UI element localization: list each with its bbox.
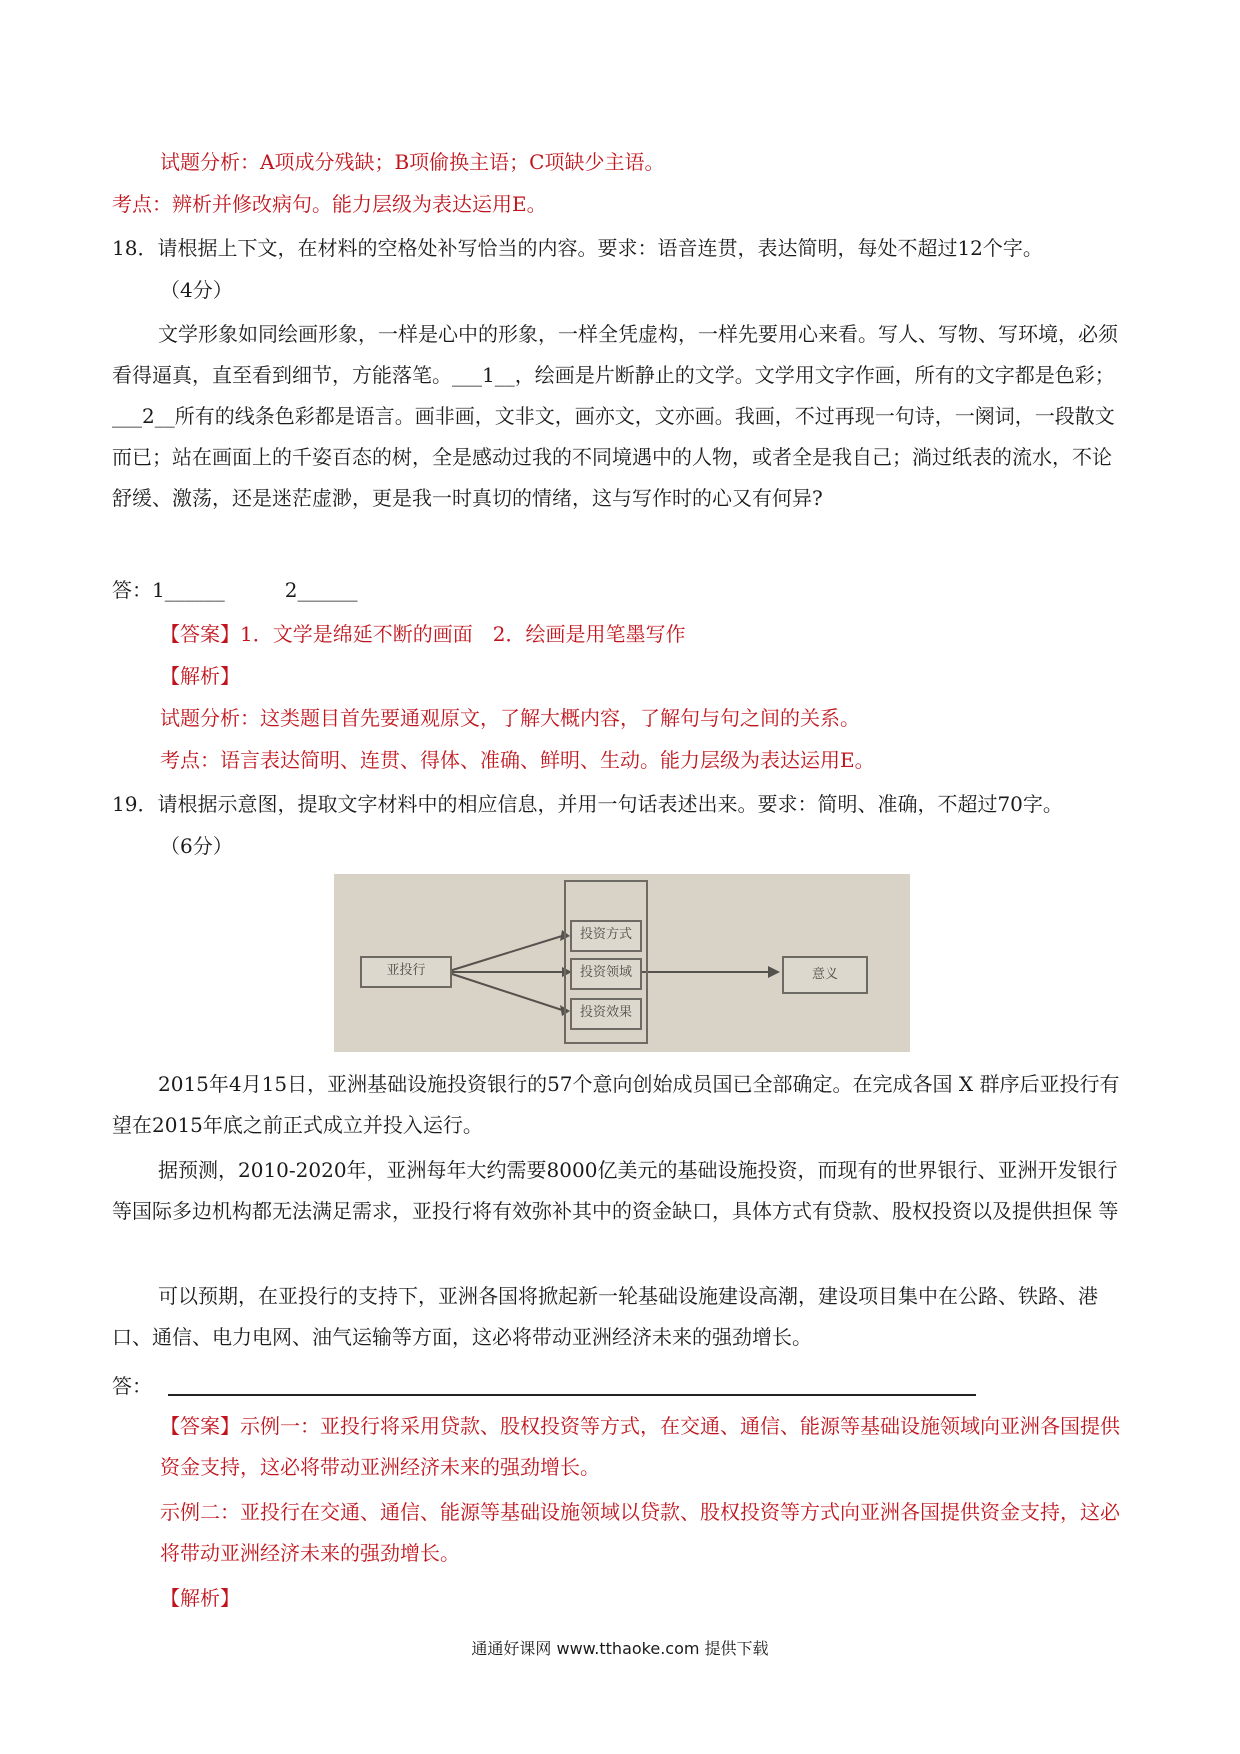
diagram-box-mid-1: 投资方式 xyxy=(570,920,642,952)
q19-answer-label: 答： xyxy=(112,1374,152,1398)
q19-question: 19．请根据示意图，提取文字材料中的相应信息，并用一句话表述出来。要求：简明、准确，不超过70字。 xyxy=(112,792,1063,816)
q19-answer1: 【答案】示例一：亚投行将采用贷款、股权投资等方式，在交通、通信、能源等基础设施领域向亚洲各国提供资金支持，这必将带动亚洲经济未来的强劲增长。 xyxy=(160,1414,1120,1479)
diagram-box-left: 亚投行 xyxy=(360,956,452,988)
q19-jiexi: 【解析】 xyxy=(160,1586,240,1610)
q19-answer2: 示例二：亚投行在交通、通信、能源等基础设施领域以贷款、股权投资等方式向亚洲各国提供资金支持，这必将带动亚洲经济未来的强劲增长。 xyxy=(160,1500,1120,1565)
q18-jiexi: 【解析】 xyxy=(160,664,240,688)
q17-analysis: 试题分析：A项成分残缺；B项偷换主语；C项缺少主语。 xyxy=(160,150,665,174)
q18-question: 18．请根据上下文，在材料的空格处补写恰当的内容。要求：语音连贯，表达简明，每处不超过12个字。 xyxy=(112,236,1043,260)
page-footer: 通通好课网 www.tthaoke.com 提供下载 xyxy=(471,1639,769,1658)
answer-blank-line xyxy=(168,1394,976,1396)
arrow-line-top xyxy=(446,936,562,972)
q19-para3: 可以预期，在亚投行的支持下，亚洲各国将掀起新一轮基础设施建设高潮，建设项目集中在公路、铁路、港口、通信、电力电网、油气运输等方面，这必将带动亚洲经济未来的强劲增长。 xyxy=(112,1284,1098,1349)
q18-analysis: 试题分析：这类题目首先要通观原文，了解大概内容，了解句与句之间的关系。 xyxy=(160,706,860,730)
diagram-box-mid-3: 投资效果 xyxy=(570,998,642,1030)
q18-point: 考点：语言表达简明、连贯、得体、准确、鲜明、生动。能力层级为表达运用E。 xyxy=(160,748,875,772)
flow-diagram xyxy=(334,874,910,1052)
q18-answer-line: 答：1______ 2______ xyxy=(112,578,358,602)
arrow-line-bottom xyxy=(446,972,562,1010)
q19-score: （6分） xyxy=(160,834,233,858)
q18-score: （4分） xyxy=(160,278,233,302)
q18-passage: 文学形象如同绘画形象，一样是心中的形象，一样全凭虚构，一样先要用心来看。写人、写物、写环境，必须看得逼真，直至看到细节，方能落笔。___1__，绘画是片断静止的文学。文学用文字作画，所有的文字都是色彩；___2__所有的线条色彩都是语言。画非画，文非文，画亦文，文亦画。我画，不过再现一句诗，一阕词，一段散文而已；站在画面上的千姿百态的树，全是感动过我的不同境遇中的人物，或者全是我自己；淌过纸表的流水，不论舒缓、激荡，还是迷茫虚渺，更是我一时真切的情绪，这与写作时的心又有何异? xyxy=(112,322,1118,510)
q19-para2: 据预测，2010-2020年，亚洲每年大约需要8000亿美元的基础设施投资，而现有的世界银行、亚洲开发银行等国际多边机构都无法满足需求，亚投行将有效弥补其中的资金缺口，具体方式有贷款、股权投资以及提供担保 等 xyxy=(112,1158,1119,1223)
diagram-box-mid-2: 投资领域 xyxy=(570,958,642,990)
q17-point: 考点：辨析并修改病句。能力层级为表达运用E。 xyxy=(112,192,547,216)
arrowhead-right xyxy=(768,966,780,978)
q18-answer: 【答案】1．文学是绵延不断的画面 2．绘画是用笔墨写作 xyxy=(160,622,686,646)
diagram-box-right: 意义 xyxy=(782,956,868,994)
q19-para1: 2015年4月15日，亚洲基础设施投资银行的57个意向创始成员国已全部确定。在完成各国 X 群序后亚投行有望在2015年底之前正式成立并投入运行。 xyxy=(112,1072,1120,1137)
